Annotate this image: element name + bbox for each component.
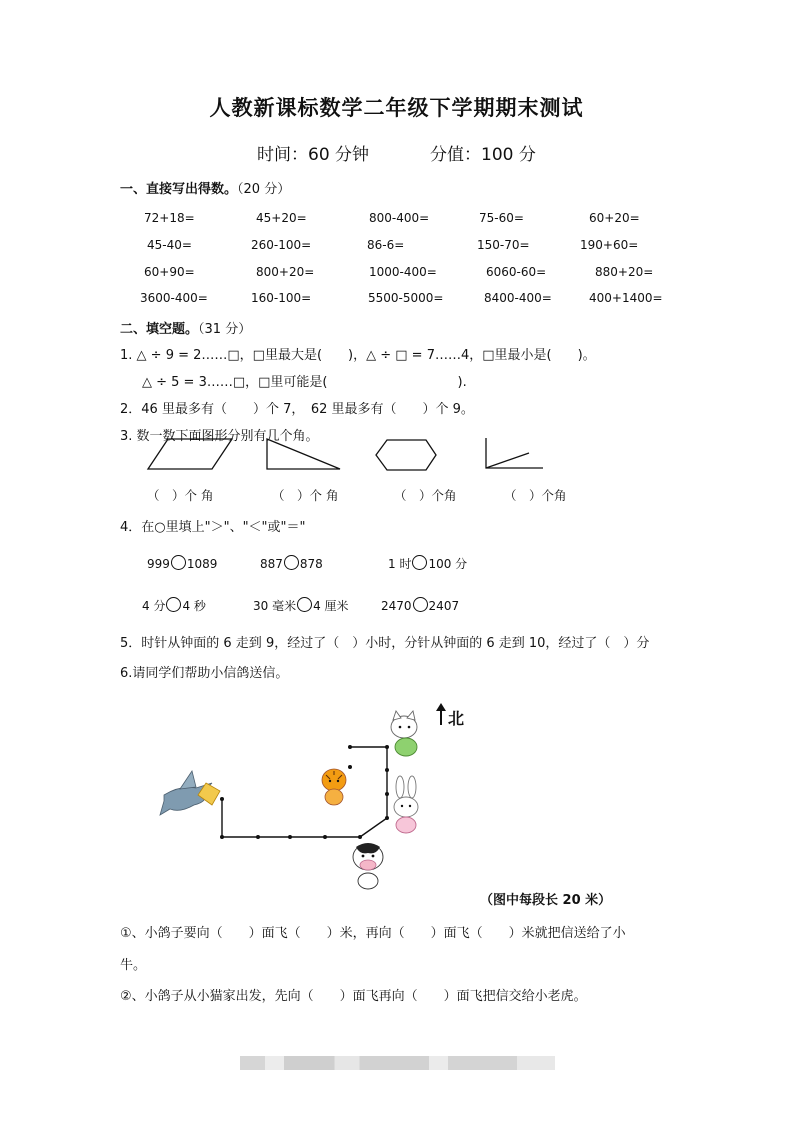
question-6-2: ②、小鸽子从小猫家出发，先向（ ）面飞再向（ ）面飞把信交给小老虎。 <box>120 989 587 1004</box>
compare-circle <box>297 597 312 612</box>
compare-item: 2470 2407 <box>381 599 460 613</box>
compare-circle <box>166 597 181 612</box>
route-dots <box>220 745 389 839</box>
calc-item: 400+1400= <box>589 291 663 305</box>
question-6-1-line-2: 牛。 <box>120 958 147 973</box>
calc-item: 3600-400= <box>140 291 208 305</box>
footer-watermark <box>240 1056 555 1070</box>
section-2-points: （31 分） <box>198 322 252 337</box>
calc-item: 800+20= <box>256 265 315 279</box>
question-6: 6.请同学们帮助小信鸽送信。 <box>120 666 289 681</box>
calc-item: 60+90= <box>144 265 195 279</box>
calc-item: 1000-400= <box>369 265 437 279</box>
angle-shape <box>486 438 543 468</box>
calc-item: 45-40= <box>147 238 192 252</box>
shape-answer-4: （ ）个角 <box>504 488 567 503</box>
tiger-icon <box>322 769 346 805</box>
compare-circle <box>412 555 427 570</box>
calc-item: 190+60= <box>580 238 639 252</box>
question-3: 3. 数一数下面图形分别有几个角。 <box>120 429 319 444</box>
north-label: 北 <box>448 709 465 728</box>
compare-circle <box>284 555 299 570</box>
calc-item: 86-6= <box>367 238 405 252</box>
exam-time: 时间：60 分钟 <box>257 145 370 165</box>
compare-item: 30 毫米 4 厘米 <box>253 599 349 613</box>
section-1-title: 一、直接写出得数。 <box>120 182 238 197</box>
north-arrow-icon <box>436 703 446 725</box>
shape-answer-1: （ ）个 角 <box>147 488 214 503</box>
shape-answer-3: （ ）个角 <box>394 488 457 503</box>
section-1-points: （20 分） <box>237 182 291 197</box>
map-scale-note: （图中每段长 20 米） <box>480 893 612 908</box>
section-2-title: 二、填空题。 <box>120 322 199 337</box>
exam-score: 分值：100 分 <box>430 145 536 165</box>
calc-item: 45+20= <box>256 211 307 225</box>
calc-item: 880+20= <box>595 265 654 279</box>
calc-item: 75-60= <box>479 211 524 225</box>
angle-ray <box>486 453 529 468</box>
question-1-line-1: 1. △ ÷ 9 = 2……□，□里最大是( )，△ ÷ □ = 7……4，□里最小是( )。 <box>120 348 596 363</box>
hexagon-shape <box>376 440 436 470</box>
map-route <box>222 747 387 837</box>
compare-item: 887 878 <box>260 557 323 571</box>
calc-item: 800-400= <box>369 211 430 225</box>
angle-shapes <box>140 436 560 476</box>
question-2: 2．46 里最多有（ ）个 7， 62 里最多有（ ）个 9。 <box>120 402 474 417</box>
rabbit-icon <box>394 776 418 833</box>
right-triangle-shape <box>267 439 340 469</box>
calc-item: 60+20= <box>589 211 640 225</box>
calc-item: 260-100= <box>251 238 312 252</box>
calc-item: 150-70= <box>477 238 530 252</box>
calc-item: 6060-60= <box>486 265 547 279</box>
parallelogram-shape <box>148 439 232 469</box>
cat-icon <box>391 711 417 756</box>
calc-item: 72+18= <box>144 211 195 225</box>
question-1-line-2: △ ÷ 5 = 3……□，□里可能是( ). <box>142 375 467 390</box>
compare-item: 999 1089 <box>147 557 218 571</box>
question-5: 5．时针从钟面的 6 走到 9，经过了（ ）小时，分针从钟面的 6 走到 10，经过了（ ）分 <box>120 636 650 651</box>
compare-circle <box>413 597 428 612</box>
pigeon-map <box>150 695 480 905</box>
question-6-1-line-1: ①、小鸽子要向（ ）面飞（ ）米，再向（ ）面飞（ ）米就把信送给了小 <box>120 926 626 941</box>
calc-item: 5500-5000= <box>368 291 444 305</box>
shape-answer-2: （ ）个 角 <box>272 488 339 503</box>
cow-icon <box>353 843 383 889</box>
question-4: 4．在○里填上"＞"、"＜"或"＝" <box>120 520 306 535</box>
compare-circle <box>171 555 186 570</box>
page-title: 人教新课标数学二年级下学期期末测试 <box>209 96 584 120</box>
pigeon-icon <box>160 771 220 815</box>
compare-item: 4 分 4 秒 <box>142 599 206 613</box>
calc-item: 160-100= <box>251 291 312 305</box>
section-1-heading <box>120 178 290 197</box>
compare-item: 1 时 100 分 <box>388 557 468 571</box>
calc-item: 8400-400= <box>484 291 552 305</box>
section-2-heading <box>120 318 251 337</box>
